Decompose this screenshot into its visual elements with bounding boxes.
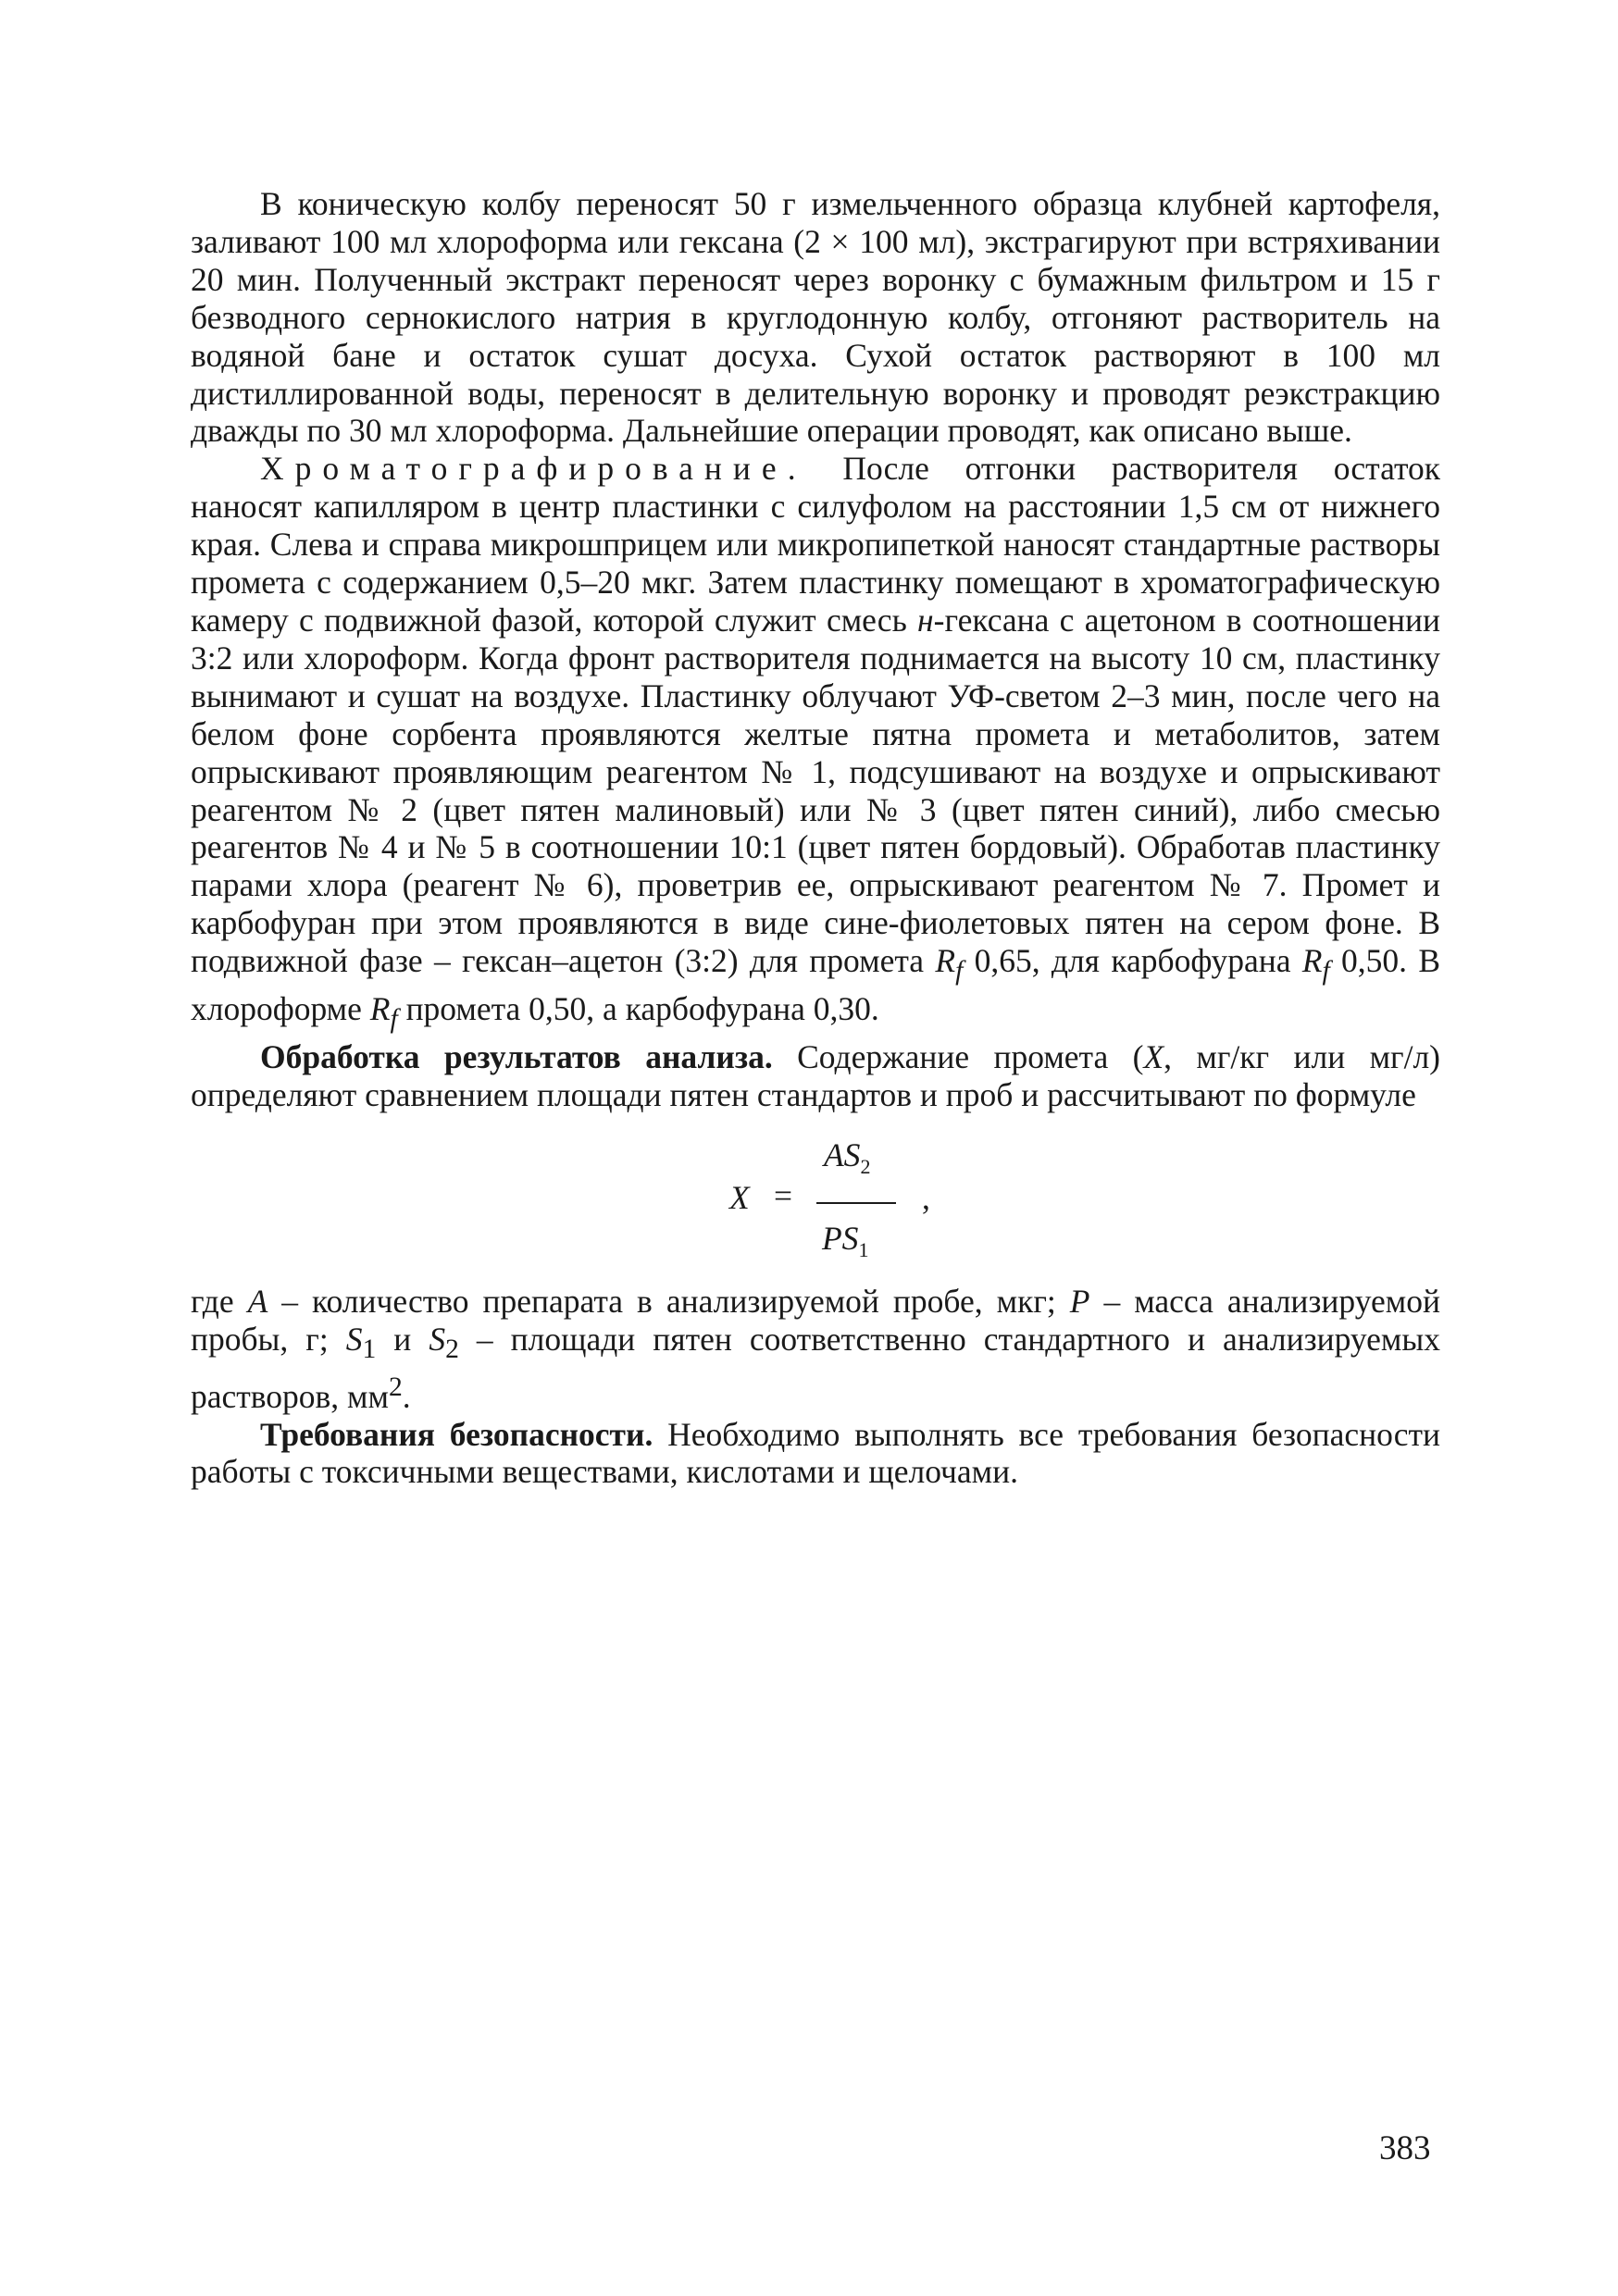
rf-symbol: $R_f$ [1301,942,1330,987]
heading-processing: Обработка результатов анализа. [260,1038,773,1076]
paragraph-chromatography [191,450,1440,1038]
text: После отгонки растворителя остаток наносят капилляром в центр пластинки с силуфолом на расстоянии 1,5 см от нижнего края. Слева и справа микрошприцем или микропипеткой наносят стандартные растворы промета с содержанием 0,5–20 мкг. Затем пластинку помещают в хроматографическую камеру с подвижной фазой, которой служит смесь [191,450,1440,639]
paragraph-safety [191,1416,1440,1492]
formula-numerator: $AS_2$ [824,1136,871,1179]
text-body [191,185,1440,1491]
rf-symbol: $R_f$ [369,990,398,1035]
variable-x: X [1143,1038,1164,1076]
paragraph-processing [191,1038,1440,1114]
heading-chromatography: Хроматографирование. [260,450,807,488]
formula [191,1114,1440,1283]
text: промета 0,50, а карбофурана 0,30. [397,990,879,1028]
text: Содержание промета ( [772,1038,1144,1076]
paragraph-where: где A – количество препарата в анализируемой пробе, мкг; P – масса анализируемой пробы, г; $S_1$ и $S_2$ – площади пятен соответственно стандартного и анализируемых растворов, $мм^2$. [191,1282,1441,1415]
text: Необходимо выполнять все требования безопасности работы с токсичными веществами, кислотами и щелочами. [191,1415,1441,1491]
page-number: 383 [1379,2129,1431,2167]
formula-denominator: $PS_1$ [822,1219,869,1262]
text: 0,65, для карбофурана [963,942,1302,980]
formula-lhs: X [729,1178,750,1216]
paragraph-extraction: В коническую колбу переносят 50 г измельченного образца клубней картофеля, заливают 100 мл хлороформа или гексана (2 × 100 мл), экстрагируют при встряхивании 20 мин. Полученный экстракт переносят через воронку с бумажным фильтром и 15 г безводного сернокислого натрия в круглодонную колбу, отгоняют растворитель на водяной бане и остаток сушат досуха. Сухой остаток растворяют в 100 мл дистиллированной воды, переносят в делительную воронку и проводят реэкстракцию дважды по 30 мл хлороформа. Дальнейшие операции проводят, как описано выше. [191,185,1440,450]
text: 0,50. В хлороформе [191,942,1441,1028]
text: н [917,601,934,639]
text: , мг/кг или мг/л) определяют сравнением площади пятен стандартов и проб и рассчитывают по формуле [191,1038,1440,1114]
heading-safety: Требования безопасности. [260,1415,653,1453]
text: -гексана с ацетоном в соотношении 3:2 или хлороформ. Когда фронт растворителя поднимается на высоту 10 см, пластинку вынимают и сушат на воздухе. Пластинку облучают УФ-светом 2–3 мин, после чего на белом фоне сорбента проявляются желтые пятна промета и метаболитов, затем опрыскивают проявляющим реагентом № 1, подсушивают на воздухе и опрыскивают реагентом № 2 (цвет пятен малиновый) или № 3 (цвет пятен синий), либо смесью реагентов № 4 и № 5 в соотношении 10:1 (цвет пятен бордовый). Обработав пластинку парами хлора (реагент № 6), проветрив ее, опрыскивают реагентом № 7. Промет и карбофуран при этом проявляются в виде сине-фиолетовых пятен на сером фоне. В подвижной фазе – гексан–ацетон (3:2) для промета [191,601,1440,980]
formula-comma: , [922,1178,930,1216]
rf-symbol: $R_f$ [935,942,964,987]
formula-equals: = [774,1176,793,1214]
fraction-bar [816,1202,896,1204]
